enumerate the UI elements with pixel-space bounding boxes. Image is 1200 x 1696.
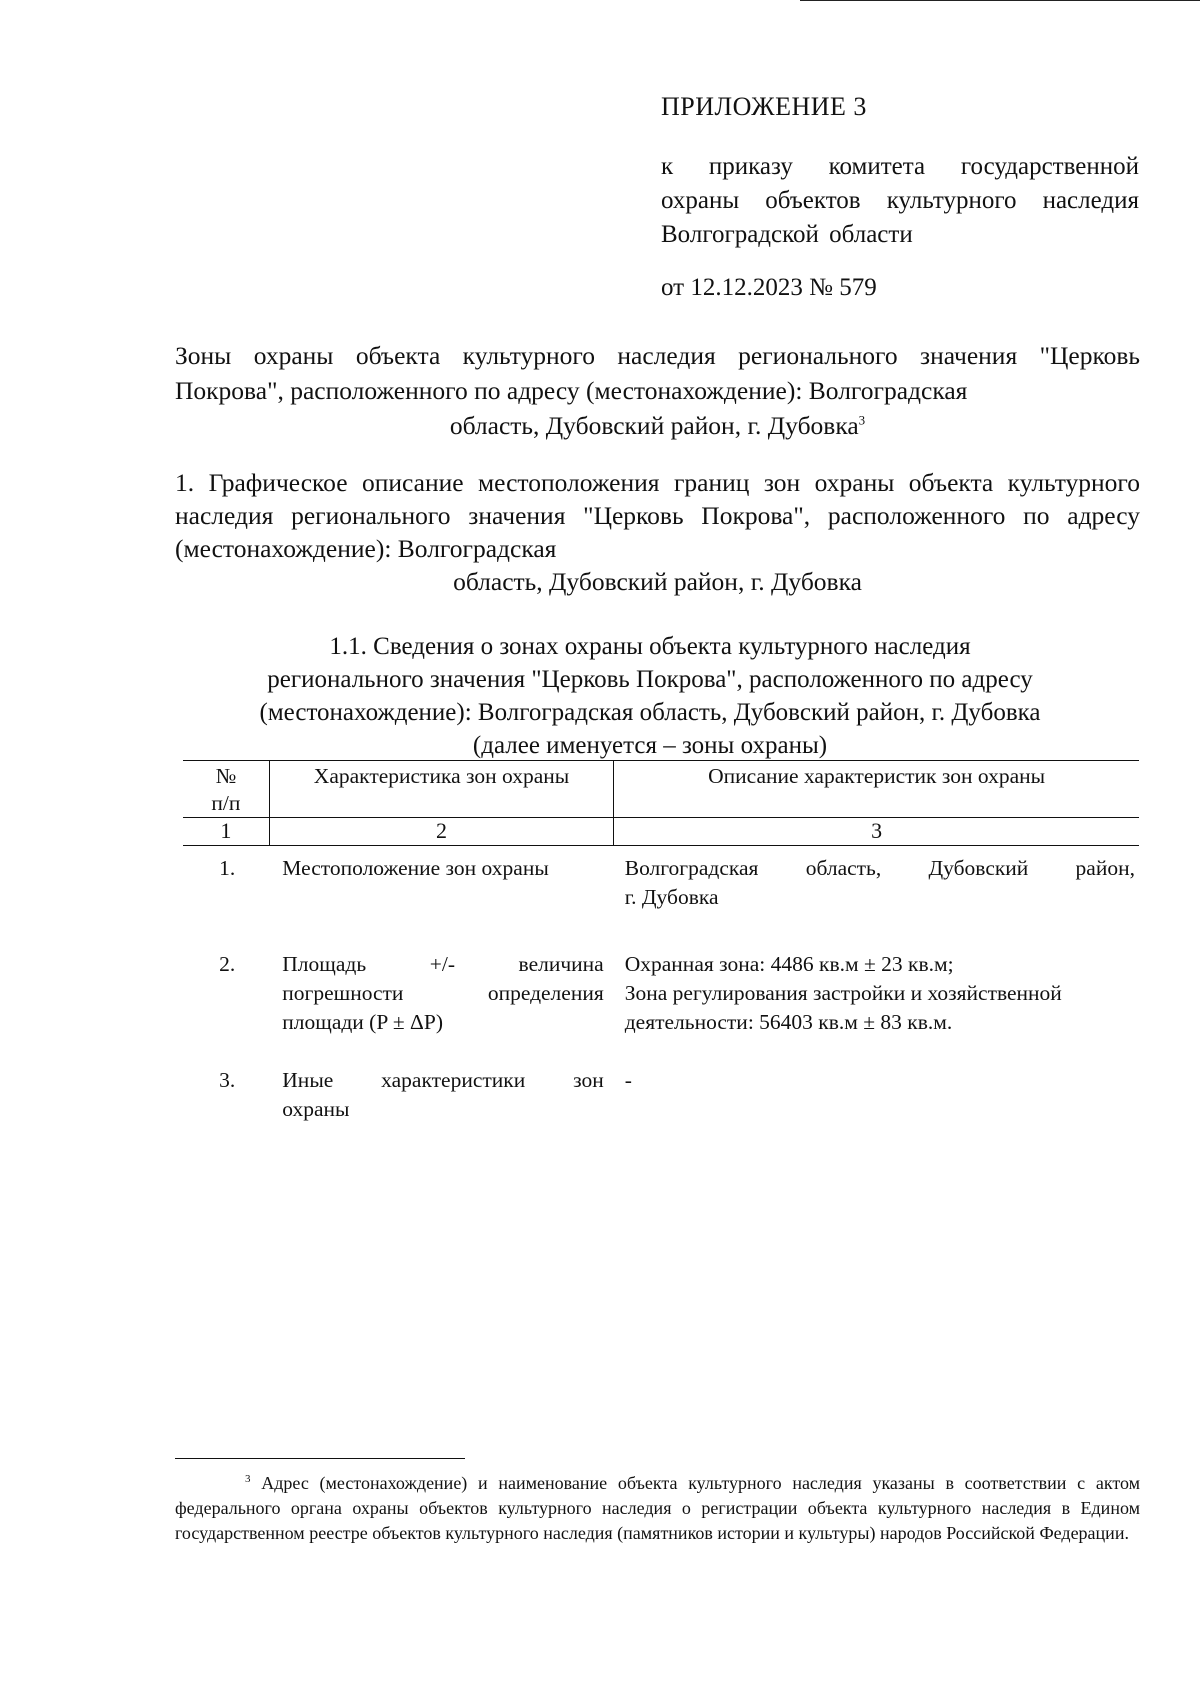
table-row <box>183 846 1139 933</box>
row-3-characteristic <box>269 1060 613 1126</box>
section-1-body: 1. Графическое описание местоположения границ зон охраны объекта культурного наследия регионального значения "Церковь Покрова", расположенного по адресу (местонахождение): Волгоградская <box>175 468 1140 563</box>
footnote <box>175 1467 1140 1546</box>
header-num-line1: № <box>215 764 237 788</box>
row-2-characteristic-line1: Площадь +/- величина <box>282 952 604 976</box>
header-num-line2: п/п <box>211 791 241 815</box>
column-number-1: 1 <box>183 818 269 846</box>
row-2-num: 2. <box>219 952 236 976</box>
row-2-characteristic-line2: погрешности определения <box>282 981 604 1005</box>
row-3-num: 3. <box>219 1068 236 1092</box>
header-characteristic: Характеристика зон охраны <box>269 761 613 818</box>
row-3-description <box>614 1060 1139 1126</box>
document-title-address: область, Дубовский район, г. Дубовка <box>449 411 859 440</box>
row-1-characteristic: Местоположение зон охраны <box>282 856 549 880</box>
footnote-text: Адрес (местонахождение) и наименование объекта культурного наследия указаны в соответствии с актом федерального органа охраны объектов культурного наследия о регистрации объекта культурного наследия в Едином государственном реестре объектов культурного наследия (памятников истории и культуры) народов Российской Федерации. <box>175 1473 1140 1543</box>
row-1-description-line1: Волгоградская область, Дубовский район, <box>624 856 1135 880</box>
zones-table <box>183 760 1139 1126</box>
header-description: Описание характеристик зон охраны <box>614 761 1139 818</box>
section-1-last-line: область, Дубовский район, г. Дубовка <box>453 567 862 596</box>
footnote-marker: 3 <box>245 1473 251 1485</box>
document-title-body: Зоны охраны объекта культурного наследия регионального значения "Церковь Покрова", расположенного по адресу (местонахождение): Волгоградская <box>175 341 1140 405</box>
table-header-row <box>183 761 1139 818</box>
subsection-line-3: (местонахождение): Волгоградская область, Дубовский район, г. Дубовка <box>259 699 1041 726</box>
appendix-title: ПРИЛОЖЕНИЕ 3 <box>661 92 867 121</box>
column-number-2: 2 <box>269 818 613 846</box>
table-row <box>183 1060 1139 1126</box>
row-3-description-dash: - <box>624 1068 632 1092</box>
row-2-characteristic <box>269 932 613 1060</box>
appendix-subtitle: к приказу комитета государственной охраны объектов культурного наследия Волгоградской области <box>661 153 1139 248</box>
row-3-characteristic-line2: охраны <box>282 1097 350 1121</box>
row-2-description <box>614 932 1139 1060</box>
document-title <box>175 338 1140 443</box>
document-title-last-line <box>175 408 1140 443</box>
section-1-heading <box>175 466 1140 598</box>
subsection-line-2: регионального значения "Церковь Покрова", расположенного по адресу <box>267 666 1033 693</box>
row-2-description-line3: деятельности: 56403 кв.м ± 83 кв.м. <box>624 1010 953 1034</box>
row-3-characteristic-line1: Иные характеристики зон <box>282 1068 604 1092</box>
appendix-date: от 12.12.2023 № 579 <box>661 274 877 301</box>
row-2-characteristic-line3: площади (P ± ΔP) <box>282 1010 443 1034</box>
subsection-line-4: (далее именуется – зоны охраны) <box>472 732 828 759</box>
row-2-description-line1: Охранная зона: 4486 кв.м ± 23 кв.м; <box>624 952 954 976</box>
row-1-num: 1. <box>219 856 236 880</box>
table-column-numbers-row <box>183 818 1139 846</box>
row-2-description-line2: Зона регулирования застройки и хозяйственной <box>624 981 1062 1005</box>
table-row <box>183 932 1139 1060</box>
header-num <box>183 761 269 818</box>
subsection-1-1-heading <box>200 630 1100 762</box>
footnote-reference: 3 <box>858 412 866 428</box>
column-number-3: 3 <box>614 818 1139 846</box>
scan-edge-line <box>800 0 1200 1</box>
footnote-separator <box>175 1458 465 1459</box>
row-1-description-line2: г. Дубовка <box>624 885 719 909</box>
row-1-description <box>614 846 1139 933</box>
subsection-line-1: 1.1. Сведения о зонах охраны объекта культурного наследия <box>329 633 971 660</box>
